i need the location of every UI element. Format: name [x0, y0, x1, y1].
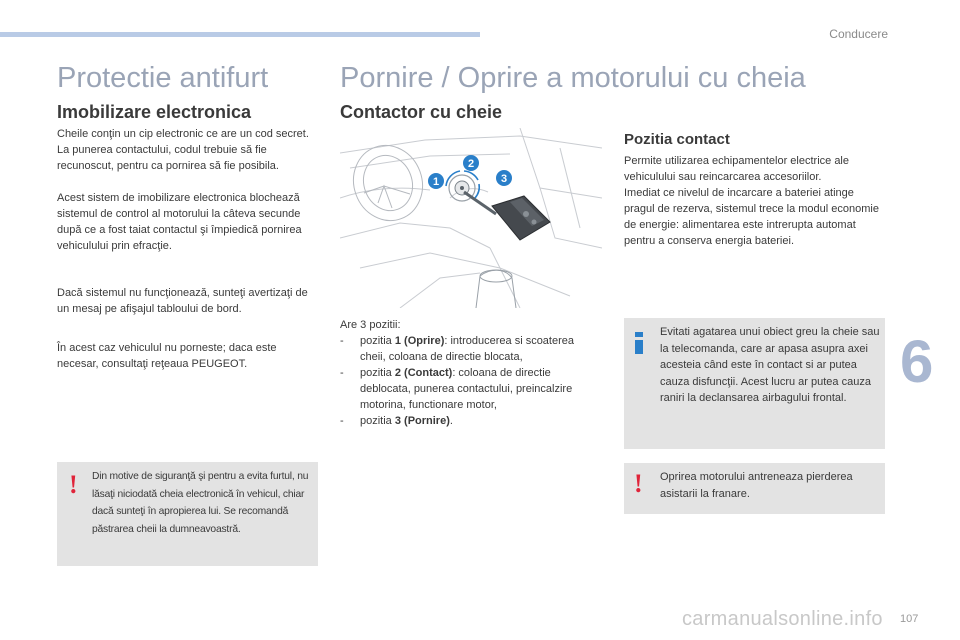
warning-icon: ! [634, 469, 643, 498]
subtitle-contact-position: Pozitia contact [624, 131, 730, 148]
info-text: Evitati agatarea unui obiect greu la cheie sau la telecomanda, care ar apasa asupra axei acesteia când este în contact si ar putea cauza disfuncţii. Acest lucru ar putea cauza raniri la declansarea airbagului frontal. [660, 326, 880, 404]
ignition-positions-list [340, 317, 602, 429]
page-title-center: Pornire / Oprire a motorului cu cheia [340, 62, 806, 94]
subtitle-immobilizer: Imobilizare electronica [57, 102, 252, 122]
warning-text-left: Din motive de siguranţă şi pentru a evita furtul, nu lăsaţi niciodată cheia electronică în vehicul, chiar dacă sunteţi în apropierea lui. Se recomandă păstrarea cheii la dumneavoastră. [92, 471, 309, 535]
chapter-number: 6 [900, 328, 934, 395]
position-item-1: - pozitia 1 (Oprire): introducerea si scoaterea cheii, coloana de directie blocata, [340, 335, 575, 363]
warning-box-right [624, 463, 885, 514]
info-box [624, 318, 885, 449]
ignition-switch-illustration [340, 128, 602, 308]
positions-intro: Are 3 pozitii: [340, 319, 401, 331]
position-item-2: - pozitia 2 (Contact): coloana de directie deblocata, punerea contactului, preincalzire motorina, functionare motor, [340, 367, 573, 411]
watermark: carmanualsonline.info [682, 608, 883, 630]
paragraph-accessories: Permite utilizarea echipamentelor electrice ale vehiculului sau reincarcarea accesoriilor. [624, 155, 849, 183]
header-accent-bar [0, 32, 480, 37]
warning-box-left [57, 462, 318, 566]
paragraph-dealer: În acest caz vehiculul nu porneste; daca este necesar, consultaţi reţeaua PEUGEOT. [57, 342, 277, 370]
callout-1: 1 [432, 176, 440, 188]
paragraph-energy-saving: Imediat ce nivelul de incarcare a bateriei atinge pragul de rezerva, sistemul trece la modul economie de energie: alimentarea este intrerupta automat pentru a conserva energia bateriei. [624, 187, 879, 247]
info-icon [632, 332, 646, 354]
subtitle-key-switch: Contactor cu cheie [340, 102, 503, 122]
paragraph-key-chip: Cheile conţin un cip electronic ce are un cod secret. La punerea contactului, codul trebuie să fie recunoscut, pentru ca pornirea să fie posibila. [57, 128, 309, 172]
warning-icon: ! [69, 470, 78, 499]
callout-3: 3 [500, 173, 508, 185]
paragraph-immobilizer: Acest sistem de imobilizare electronica blochează sistemul de control al motorului la câteva secunde după ce a fost taiat contactul şi împiedică pornirea vehiculului prin efracţie. [57, 192, 302, 252]
section-label: Conducere [829, 27, 888, 41]
page-title-left: Protectie antifurt [57, 62, 269, 94]
page-number: 107 [900, 613, 919, 625]
warning-text-right: Oprirea motorului antreneaza pierderea asistarii la franare. [660, 471, 853, 500]
paragraph-malfunction: Dacă sistemul nu funcţionează, sunteţi avertizaţi de un mesaj pe afişajul tabloului de bord. [57, 287, 308, 315]
position-item-3: - pozitia 3 (Pornire). [340, 415, 453, 427]
callout-2: 2 [467, 158, 475, 170]
